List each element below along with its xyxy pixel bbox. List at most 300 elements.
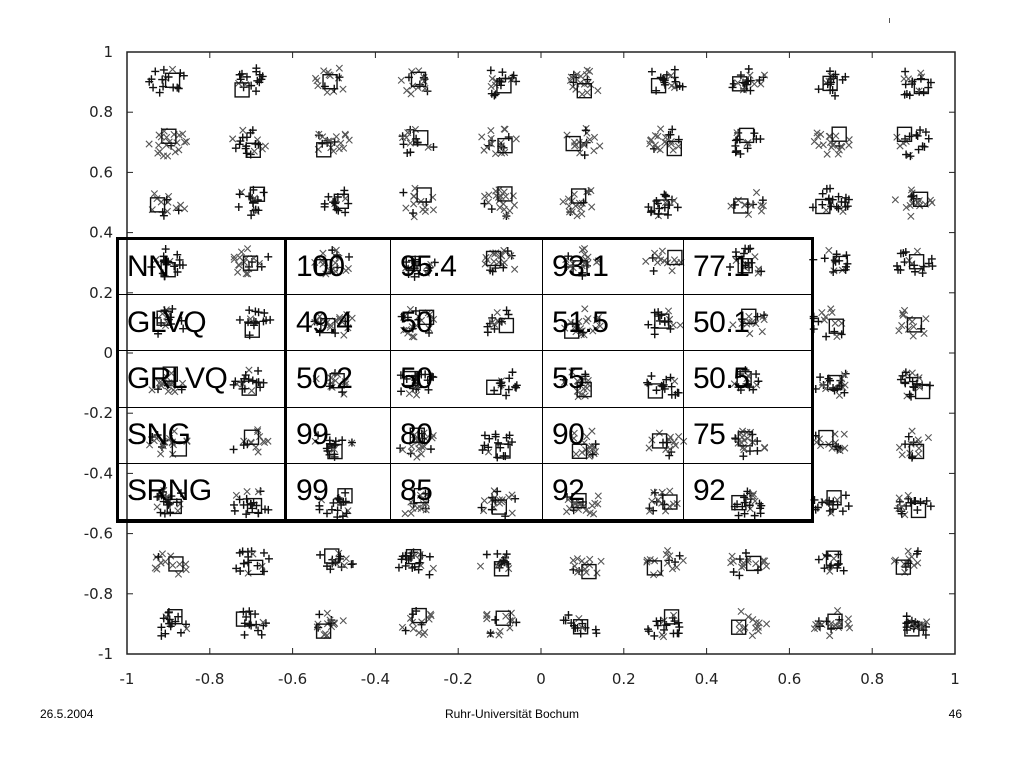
point-cluster xyxy=(901,68,935,100)
cross-marker xyxy=(340,86,346,92)
point-cluster xyxy=(647,125,683,155)
table-cell: 51.5 xyxy=(543,295,684,351)
cross-marker xyxy=(574,569,580,575)
point-cluster xyxy=(644,547,687,578)
cross-marker xyxy=(740,87,746,93)
plus-marker xyxy=(581,151,589,159)
cross-marker xyxy=(571,139,577,145)
plus-marker xyxy=(177,629,185,637)
plus-marker xyxy=(235,203,243,211)
cross-marker xyxy=(905,548,911,554)
point-cluster xyxy=(731,128,764,158)
point-cluster xyxy=(810,491,852,516)
point-cluster xyxy=(399,607,434,638)
plus-marker xyxy=(648,68,656,76)
cross-marker xyxy=(826,133,832,139)
cross-marker xyxy=(336,146,342,152)
plus-marker xyxy=(645,627,653,635)
plus-marker xyxy=(487,66,495,74)
table-cell: 90 xyxy=(543,407,684,463)
plus-marker xyxy=(927,502,935,510)
plus-marker xyxy=(732,148,740,156)
cross-marker xyxy=(399,624,405,630)
x-tick-label: -1 xyxy=(119,670,135,688)
point-cluster xyxy=(811,607,853,638)
table-cell: 50 xyxy=(391,351,543,407)
cross-marker xyxy=(901,307,907,313)
table-cell: 77.1 xyxy=(684,239,812,295)
plus-marker xyxy=(241,631,249,639)
point-cluster xyxy=(891,547,922,575)
footer-page-number: 46 xyxy=(948,707,962,721)
point-cluster xyxy=(729,65,768,95)
plus-marker xyxy=(426,553,434,561)
cross-marker xyxy=(240,127,246,133)
cross-marker xyxy=(755,628,761,634)
plus-marker xyxy=(232,144,240,152)
plus-marker xyxy=(243,133,251,141)
plus-marker xyxy=(400,140,408,148)
table-cell: 99 xyxy=(286,463,391,519)
cross-marker xyxy=(597,143,603,149)
table-cell: 49.4 xyxy=(286,295,391,351)
table-cell: 55 xyxy=(543,351,684,407)
cross-marker xyxy=(479,134,485,140)
table-row xyxy=(118,239,812,295)
point-cluster xyxy=(321,186,353,216)
point-cluster xyxy=(811,127,852,157)
plus-marker xyxy=(845,502,853,510)
table-cell: 92 xyxy=(684,463,812,519)
y-tick-label: -0.4 xyxy=(83,464,113,483)
x-tick-label: 0.2 xyxy=(611,670,636,688)
cross-marker xyxy=(157,148,163,154)
point-cluster xyxy=(893,248,936,277)
plus-marker xyxy=(818,201,826,209)
point-cluster xyxy=(728,189,767,217)
plus-marker xyxy=(674,203,682,211)
plus-marker xyxy=(252,621,260,629)
cross-marker xyxy=(896,444,902,450)
point-cluster xyxy=(145,66,188,97)
point-cluster xyxy=(809,185,853,215)
x-tick-label: 0.8 xyxy=(860,670,885,688)
plus-marker xyxy=(746,87,754,95)
cross-marker xyxy=(404,87,410,93)
cross-marker xyxy=(824,151,830,157)
cross-marker xyxy=(507,208,513,214)
point-cluster xyxy=(316,549,357,573)
cross-marker xyxy=(763,621,769,627)
cross-marker xyxy=(738,608,744,614)
point-cluster xyxy=(146,128,190,159)
cross-marker xyxy=(736,620,742,626)
table-row-label: NN xyxy=(118,239,286,295)
plus-marker xyxy=(907,393,915,401)
y-tick-label: 0 xyxy=(103,344,113,362)
plus-marker xyxy=(240,83,248,91)
plus-marker xyxy=(652,617,660,625)
y-tick-label: 0.4 xyxy=(89,223,113,242)
cross-marker xyxy=(321,68,327,74)
plus-marker xyxy=(324,193,332,201)
plus-marker xyxy=(913,506,921,514)
cross-marker xyxy=(481,147,487,153)
cross-marker xyxy=(159,551,165,557)
table-cell: 75 xyxy=(684,407,812,463)
cross-marker xyxy=(588,204,594,210)
y-tick-label: 1 xyxy=(103,43,113,61)
point-cluster xyxy=(894,126,933,160)
plus-marker xyxy=(265,555,273,563)
cross-marker xyxy=(670,147,676,153)
table-row xyxy=(118,463,812,519)
cross-marker xyxy=(914,560,920,566)
cross-marker xyxy=(570,84,576,90)
plus-marker xyxy=(349,560,357,568)
plus-marker xyxy=(149,84,157,92)
plus-marker xyxy=(902,151,910,159)
plus-marker xyxy=(252,87,260,95)
cross-marker xyxy=(826,632,832,638)
table-row xyxy=(118,351,812,407)
x-tick-label: 0.6 xyxy=(777,670,802,688)
point-cluster xyxy=(896,428,931,462)
cross-marker xyxy=(229,136,235,142)
point-cluster xyxy=(892,187,935,220)
cross-marker xyxy=(169,66,175,72)
plus-marker xyxy=(821,254,829,262)
cross-marker xyxy=(846,136,852,142)
cross-marker xyxy=(923,315,929,321)
cross-marker xyxy=(579,91,585,97)
cross-marker xyxy=(823,207,829,213)
plus-marker xyxy=(745,65,753,73)
cross-marker xyxy=(819,309,825,315)
cross-marker xyxy=(511,202,517,208)
plus-marker xyxy=(160,212,168,220)
table-row xyxy=(118,407,812,463)
table-cell: 92 xyxy=(543,463,684,519)
table-cell: 50.5 xyxy=(684,351,812,407)
plus-marker xyxy=(816,373,824,381)
y-tick-label: -0.8 xyxy=(83,584,113,603)
point-cluster xyxy=(398,68,431,98)
plus-marker xyxy=(425,571,433,579)
plus-marker xyxy=(756,135,764,143)
point-cluster xyxy=(815,550,848,574)
point-cluster xyxy=(477,550,512,576)
cross-marker xyxy=(324,89,330,95)
plus-marker xyxy=(668,125,676,133)
cross-marker xyxy=(584,67,590,73)
plus-marker xyxy=(254,627,262,635)
table-row-label: GLVQ xyxy=(118,295,286,351)
plus-marker xyxy=(819,190,827,198)
point-cluster xyxy=(235,186,268,219)
cross-marker xyxy=(501,126,507,132)
cross-marker xyxy=(181,206,187,212)
cross-marker xyxy=(422,208,428,214)
plus-marker xyxy=(815,85,823,93)
cross-marker xyxy=(833,133,839,139)
plus-marker xyxy=(676,552,684,560)
cross-marker xyxy=(758,81,764,87)
x-tick-label: -0.4 xyxy=(360,670,391,688)
cross-marker xyxy=(410,193,416,199)
results-table xyxy=(117,238,812,520)
plus-marker xyxy=(666,131,674,139)
y-tick-label: 0.8 xyxy=(89,103,113,122)
cross-marker xyxy=(763,563,769,569)
point-cluster xyxy=(157,608,190,640)
point-cluster xyxy=(567,67,601,98)
point-cluster xyxy=(896,307,929,339)
cross-marker xyxy=(411,214,417,220)
plus-marker xyxy=(903,612,911,620)
y-tick-label: 0.2 xyxy=(89,283,113,302)
point-cluster xyxy=(810,306,846,341)
cross-marker xyxy=(146,141,152,147)
cross-marker xyxy=(407,140,413,146)
cross-marker xyxy=(175,571,181,577)
plus-marker xyxy=(341,208,349,216)
plus-marker xyxy=(916,498,924,506)
cross-marker xyxy=(902,512,908,518)
point-cluster xyxy=(812,370,850,399)
cross-marker xyxy=(510,193,516,199)
table-cell: 80 xyxy=(391,407,543,463)
table-cell: 95.4 xyxy=(391,239,543,295)
plus-marker xyxy=(316,551,324,559)
y-tick-label: -0.6 xyxy=(83,524,113,543)
point-cluster xyxy=(479,126,520,157)
cross-marker xyxy=(410,201,416,207)
point-cluster xyxy=(560,611,601,638)
cross-marker xyxy=(403,205,409,211)
point-cluster xyxy=(399,185,436,220)
plus-marker xyxy=(650,632,658,640)
cross-marker xyxy=(598,558,604,564)
cross-marker xyxy=(826,247,832,253)
cross-marker xyxy=(832,320,838,326)
cross-marker xyxy=(909,428,915,434)
table-cell: 85 xyxy=(391,463,543,519)
plus-marker xyxy=(340,186,348,194)
plus-marker xyxy=(815,556,823,564)
table-cell: 99 xyxy=(286,407,391,463)
cross-marker xyxy=(155,142,161,148)
point-cluster xyxy=(237,607,270,639)
point-cluster xyxy=(728,549,770,579)
cross-marker xyxy=(841,431,847,437)
plus-marker xyxy=(737,71,745,79)
plus-marker xyxy=(822,617,830,625)
cross-marker xyxy=(340,617,346,623)
table-cell: 50.2 xyxy=(286,351,391,407)
plus-marker xyxy=(399,189,407,197)
cross-marker xyxy=(564,132,570,138)
point-cluster xyxy=(812,431,848,454)
plus-marker xyxy=(912,131,920,139)
cross-marker xyxy=(335,75,341,81)
square-marker xyxy=(582,565,596,579)
x-tick-label: -0.8 xyxy=(195,670,225,688)
point-cluster xyxy=(232,547,273,576)
cross-marker xyxy=(408,91,414,97)
plus-marker xyxy=(652,87,660,95)
point-cluster xyxy=(152,551,189,578)
cross-marker xyxy=(398,77,404,83)
cross-marker xyxy=(729,553,735,559)
cross-marker xyxy=(324,610,330,616)
cross-marker xyxy=(430,565,436,571)
y-tick-label: 0.6 xyxy=(89,163,113,182)
x-tick-label: -0.2 xyxy=(443,670,473,688)
x-tick-label: 0.4 xyxy=(694,670,719,688)
cross-marker xyxy=(753,189,759,195)
cross-marker xyxy=(177,561,183,567)
footer-institution: Ruhr-Universität Bochum xyxy=(444,707,580,721)
cross-marker xyxy=(914,248,920,254)
table-cell: 93.1 xyxy=(543,239,684,295)
point-cluster xyxy=(809,247,851,276)
point-cluster xyxy=(569,555,604,578)
plus-marker xyxy=(901,68,909,76)
cross-marker xyxy=(652,142,658,148)
cross-marker xyxy=(892,197,898,203)
cross-marker xyxy=(430,207,436,213)
point-cluster xyxy=(399,126,438,157)
cross-marker xyxy=(485,199,491,205)
cross-marker xyxy=(158,199,164,205)
table-cell: 50 xyxy=(391,295,543,351)
x-tick-label: 1 xyxy=(950,670,960,688)
cross-marker xyxy=(594,570,600,576)
plus-marker xyxy=(395,564,403,572)
plus-marker xyxy=(415,559,423,567)
point-cluster xyxy=(312,65,346,95)
plus-marker xyxy=(315,610,323,618)
plus-marker xyxy=(812,385,820,393)
cross-marker xyxy=(488,127,494,133)
cross-marker xyxy=(910,333,916,339)
plus-marker xyxy=(260,549,268,557)
point-cluster xyxy=(815,67,850,100)
point-cluster xyxy=(483,610,520,638)
plus-marker xyxy=(671,558,679,566)
point-cluster xyxy=(902,612,930,639)
plus-marker xyxy=(842,203,850,211)
table-row xyxy=(118,295,812,351)
plus-marker xyxy=(240,559,248,567)
cross-marker xyxy=(749,632,755,638)
point-cluster xyxy=(564,125,603,159)
point-cluster xyxy=(894,492,935,518)
point-cluster xyxy=(315,131,353,157)
cross-marker xyxy=(314,77,320,83)
cross-marker xyxy=(410,626,416,632)
cross-marker xyxy=(584,89,590,95)
point-cluster xyxy=(644,610,683,640)
cross-marker xyxy=(660,633,666,639)
y-tick-label: -0.2 xyxy=(83,404,113,423)
plus-marker xyxy=(493,550,501,558)
plus-marker xyxy=(734,129,742,137)
point-cluster xyxy=(395,548,437,578)
cross-marker xyxy=(346,137,352,143)
point-cluster xyxy=(235,64,267,97)
table-cell: 100 xyxy=(286,239,391,295)
cross-marker xyxy=(735,197,741,203)
plus-marker xyxy=(839,507,847,515)
cross-marker xyxy=(333,134,339,140)
plus-marker xyxy=(750,129,758,137)
cross-marker xyxy=(908,213,914,219)
plus-marker xyxy=(818,498,826,506)
x-tick-label: 0 xyxy=(536,670,546,688)
plus-marker xyxy=(157,623,165,631)
cross-marker xyxy=(336,65,342,71)
cross-marker xyxy=(591,147,597,153)
cross-marker xyxy=(834,607,840,613)
cross-marker xyxy=(758,208,764,214)
cross-marker xyxy=(576,615,582,621)
square-marker xyxy=(732,620,746,634)
plus-marker xyxy=(258,631,266,639)
table-row-label: GRLVQ xyxy=(118,351,286,407)
y-tick-label: -1 xyxy=(98,645,113,663)
cross-marker xyxy=(834,333,840,339)
cross-marker xyxy=(342,132,348,138)
point-cluster xyxy=(732,608,770,638)
cross-marker xyxy=(925,434,931,440)
plus-marker xyxy=(644,625,652,633)
footer-date: 26.5.2004 xyxy=(40,707,94,721)
plus-marker xyxy=(260,188,268,196)
plus-marker xyxy=(906,391,914,399)
point-cluster xyxy=(487,66,520,99)
cross-marker xyxy=(916,445,922,451)
plus-marker xyxy=(582,126,590,134)
plus-marker xyxy=(842,491,850,499)
plus-marker xyxy=(245,621,253,629)
cross-marker xyxy=(751,81,757,87)
point-cluster xyxy=(229,126,268,158)
x-tick-label: -0.6 xyxy=(277,670,308,688)
plus-marker xyxy=(151,67,159,75)
cross-marker xyxy=(170,562,176,568)
plus-marker xyxy=(671,66,679,74)
plus-marker xyxy=(175,85,183,93)
point-cluster xyxy=(314,610,346,639)
point-cluster xyxy=(149,190,188,219)
cross-marker xyxy=(906,152,912,158)
cross-marker xyxy=(513,136,519,142)
point-cluster xyxy=(897,368,934,400)
cross-marker xyxy=(251,148,257,154)
plus-marker xyxy=(488,205,496,213)
point-cluster xyxy=(644,190,681,219)
plus-marker xyxy=(842,251,850,259)
cross-marker xyxy=(477,563,483,569)
point-cluster xyxy=(560,187,595,219)
table-cell: 50.1 xyxy=(684,295,812,351)
point-cluster xyxy=(480,187,517,220)
plus-marker xyxy=(483,550,491,558)
cross-marker xyxy=(572,563,578,569)
plus-marker xyxy=(338,563,346,571)
